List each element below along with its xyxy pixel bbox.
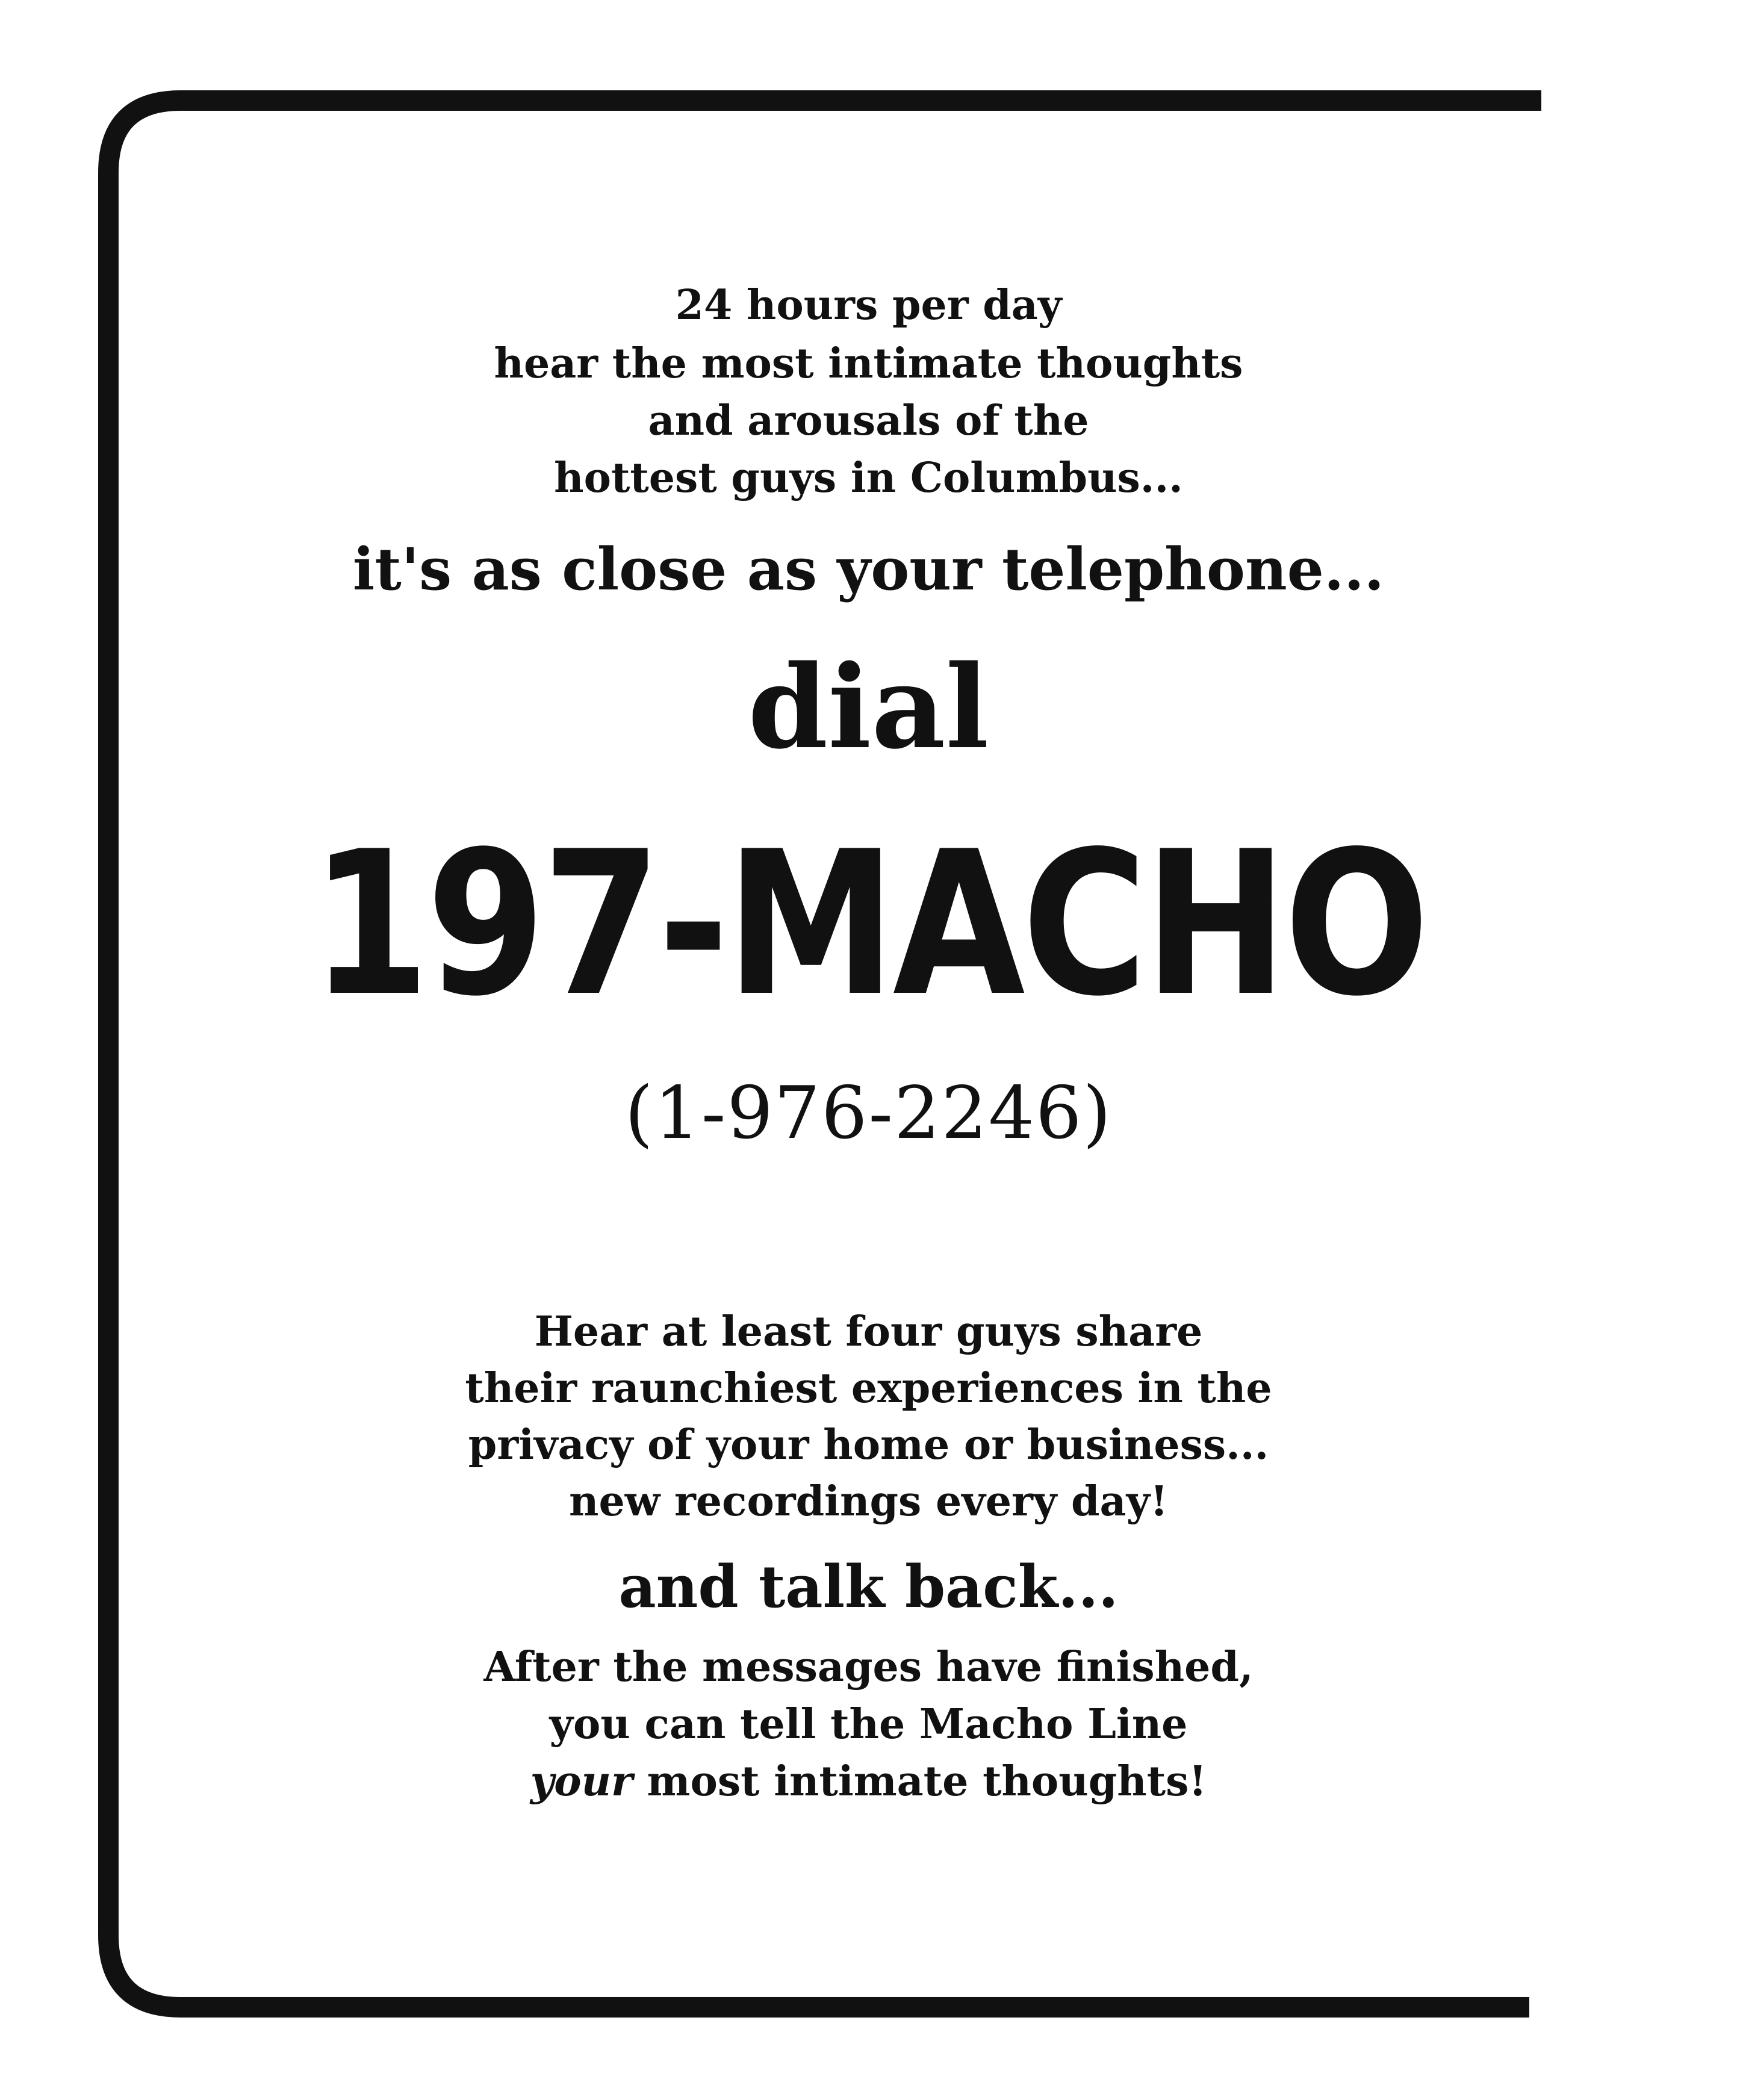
closing-line-3 (0, 1757, 1737, 1806)
talk-back-heading: and talk back... (618, 1553, 1119, 1621)
body-line-2: their raunchiest experiences in the (465, 1364, 1272, 1412)
intro-line-2: hear the most intimate thoughts (494, 340, 1243, 388)
closing-line-2: you can tell the Macho Line (549, 1700, 1188, 1748)
closing-line-1: After the messages have finished, (483, 1643, 1254, 1691)
intro-line-1: 24 hours per day (675, 281, 1062, 329)
phone-number-word: 197-MACHO (311, 809, 1426, 1040)
dial-heading: dial (748, 640, 989, 774)
body-line-3: privacy of your home or business... (468, 1421, 1269, 1469)
body-line-1: Hear at least four guys share (534, 1308, 1203, 1356)
intro-line-3: and arousals of the (648, 397, 1089, 445)
closing-emphasis: your (530, 1757, 633, 1806)
closing-rest: most intimate thoughts! (632, 1757, 1207, 1806)
body-line-4: new recordings every day! (569, 1477, 1168, 1526)
phone-number-digits: (1-976-2246) (624, 1072, 1113, 1155)
tagline: it's as close as your telephone... (352, 535, 1385, 603)
intro-line-4: hottest guys in Columbus... (554, 454, 1183, 502)
